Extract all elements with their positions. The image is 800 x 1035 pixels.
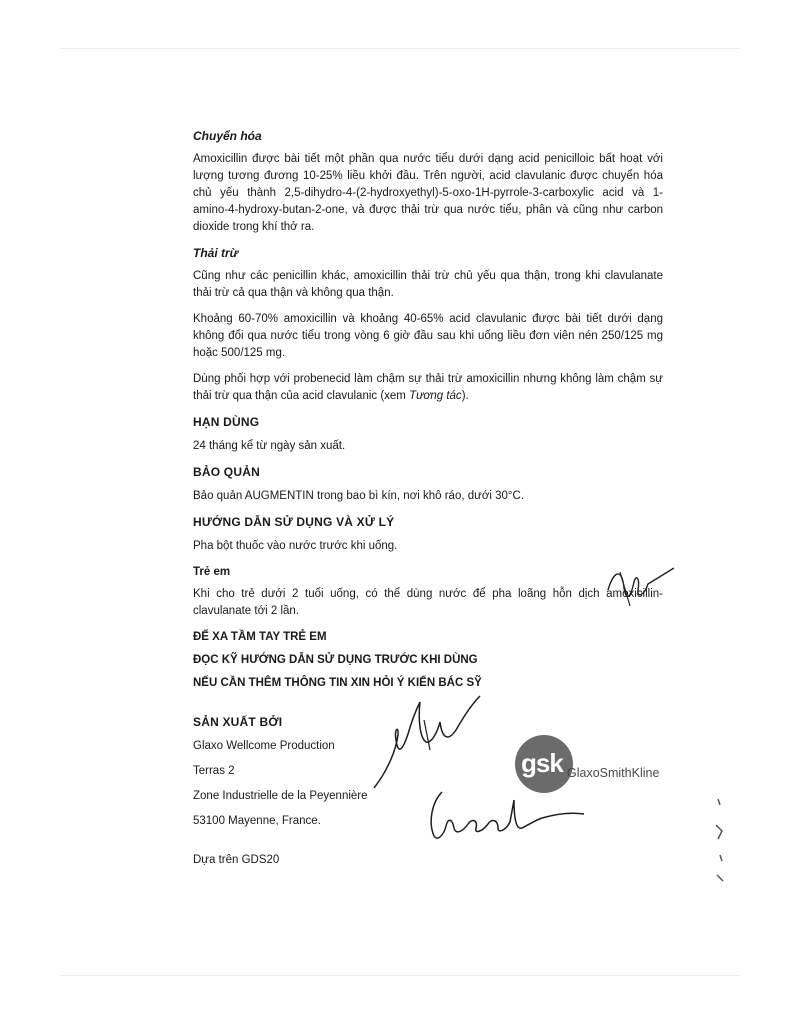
scan-edge-top bbox=[60, 48, 740, 49]
manufacturer-line: 53100 Mayenne, France. bbox=[193, 815, 321, 827]
shelf-life-heading: HẠN DÙNG bbox=[193, 415, 260, 429]
warning-read-instructions: ĐỌC KỸ HƯỚNG DẪN SỬ DỤNG TRƯỚC KHI DÙNG bbox=[193, 654, 478, 666]
elimination-text-2: Khoảng 60-70% amoxicillin và khoảng 40-65% acid clavulanic được bài tiết dưới dạng không đổi qua nước tiểu trong vòng 6 giờ đầu sau khi uống liều đơn viên nén 250/125 mg hoặc 500/125 mg. bbox=[193, 313, 663, 359]
gds-basis: Dựa trên GDS20 bbox=[193, 854, 280, 866]
scan-artifact-marks bbox=[712, 795, 730, 890]
usage-text: Pha bột thuốc vào nước trước khi uống. bbox=[193, 540, 398, 552]
manufacturer-line: Terras 2 bbox=[193, 765, 235, 777]
metabolism-heading: Chuyển hóa bbox=[193, 129, 262, 143]
warning-keep-away: ĐỂ XA TẦM TAY TRẺ EM bbox=[193, 631, 327, 643]
storage-text: Bảo quản AUGMENTIN trong bao bì kín, nơi khô ráo, dưới 30°C. bbox=[193, 490, 525, 502]
elimination-text-1: Cũng như các penicillin khác, amoxicillin thải trừ chủ yếu qua thận, trong khi clavulanate thải trừ cả qua thận và không qua thận. bbox=[193, 270, 663, 299]
initial-mark-signature bbox=[600, 560, 680, 610]
children-text: Khi cho trẻ dưới 2 tuổi uống, có thể dùng nước để pha loãng hỗn dịch amoxicillin-clavulanate tới 2 lần. bbox=[193, 588, 663, 617]
usage-heading: HƯỚNG DẪN SỬ DỤNG VÀ XỬ LÝ bbox=[193, 515, 395, 529]
scan-edge-bottom bbox=[60, 975, 740, 976]
elimination-text-3 bbox=[193, 371, 663, 405]
manufacturer-line: Glaxo Wellcome Production bbox=[193, 740, 335, 752]
metabolism-text: Amoxicillin được bài tiết một phần qua nước tiểu dưới dạng acid penicilloic bất hoạt với lượng tương đương 10-25% liều khởi đầu. Trên người, acid clavulanic được chuyển hóa chủ yếu thành 2,5-dihydro-4-(2-hydroxyethyl)-5-oxo-1H-pyrrole-3-carboxylic acid và 1-amino-4-hydroxy-butan-2-one, và được thải trừ qua nước tiểu, phân và cũng như carbon dioxide trong khí thở ra. bbox=[193, 153, 663, 233]
storage-heading: BẢO QUẢN bbox=[193, 465, 260, 479]
manufacturer-line: Zone Industrielle de la Peyennière bbox=[193, 790, 368, 802]
children-heading: Trẻ em bbox=[193, 566, 231, 578]
interactions-reference: Tương tác bbox=[409, 390, 462, 402]
gsk-logo-name: GlaxoSmithKline bbox=[567, 766, 660, 780]
elimination-text-3-end: ). bbox=[461, 390, 469, 402]
elimination-text-3-start: Dùng phối hợp với probenecid làm chậm sự thải trừ amoxicillin nhưng không làm chậm sự thải trừ qua thận của acid clavulanic (xem bbox=[193, 373, 663, 402]
manufacturer-heading: SẢN XUẤT BỞI bbox=[193, 715, 283, 729]
elimination-heading: Thải trừ bbox=[193, 246, 239, 260]
shelf-life-text: 24 tháng kể từ ngày sản xuất. bbox=[193, 440, 346, 452]
warning-ask-doctor: NẾU CẦN THÊM THÔNG TIN XIN HỎI Ý KIẾN BÁC SỸ bbox=[193, 677, 482, 689]
gsk-logo bbox=[515, 735, 675, 795]
gsk-logo-mark: gsk bbox=[521, 748, 563, 778]
